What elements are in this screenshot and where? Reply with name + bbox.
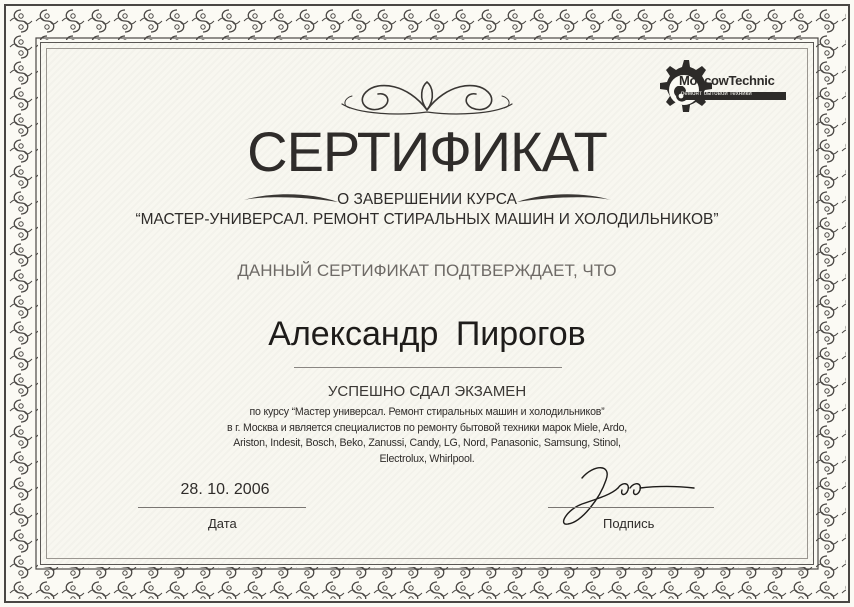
logo-brand-name: MoscowTechnic xyxy=(679,73,775,88)
course-name: “МАСТЕР-УНИВЕРСАЛ. РЕМОНТ СТИРАЛЬНЫХ МАШИН И ХОЛОДИЛЬНИКОВ” xyxy=(135,211,719,228)
description-line: Electrolux, Whirlpool. xyxy=(379,452,475,465)
top-flourish-ornament xyxy=(338,74,516,122)
recipient-name: Александр Пирогов xyxy=(268,315,586,353)
date-label: Дата xyxy=(208,516,237,531)
logo-tagline: ремонт бытовой техники xyxy=(681,91,752,97)
date-value: 28. 10. 2006 xyxy=(180,481,270,498)
name-underline xyxy=(294,367,562,368)
description-line: Ariston, Indesit, Bosch, Beko, Zanussi, Candy, LG, Nord, Panasonic, Samsung, Stinol, xyxy=(233,437,621,449)
exam-passed-line: УСПЕШНО СДАЛ ЭКЗАМЕН xyxy=(327,383,527,400)
date-line xyxy=(138,507,306,508)
description-line: в г. Москва и является специалистов по ремонту бытовой техники марок Miele, Ardo, xyxy=(226,421,628,434)
signature-line xyxy=(548,507,714,508)
certificate-title: СЕРТИФИКАТ xyxy=(247,120,607,183)
confirmation-statement: ДАННЫЙ СЕРТИФИКАТ ПОДТВЕРЖДАЕТ, ЧТО xyxy=(237,261,617,280)
description-line: по курсу “Мастер универсал. Ремонт стиральных машин и холодильников” xyxy=(249,406,605,418)
signature-label: Подпись xyxy=(603,516,655,531)
completion-line: О ЗАВЕРШЕНИИ КУРСА xyxy=(337,191,517,208)
company-logo xyxy=(650,56,796,124)
